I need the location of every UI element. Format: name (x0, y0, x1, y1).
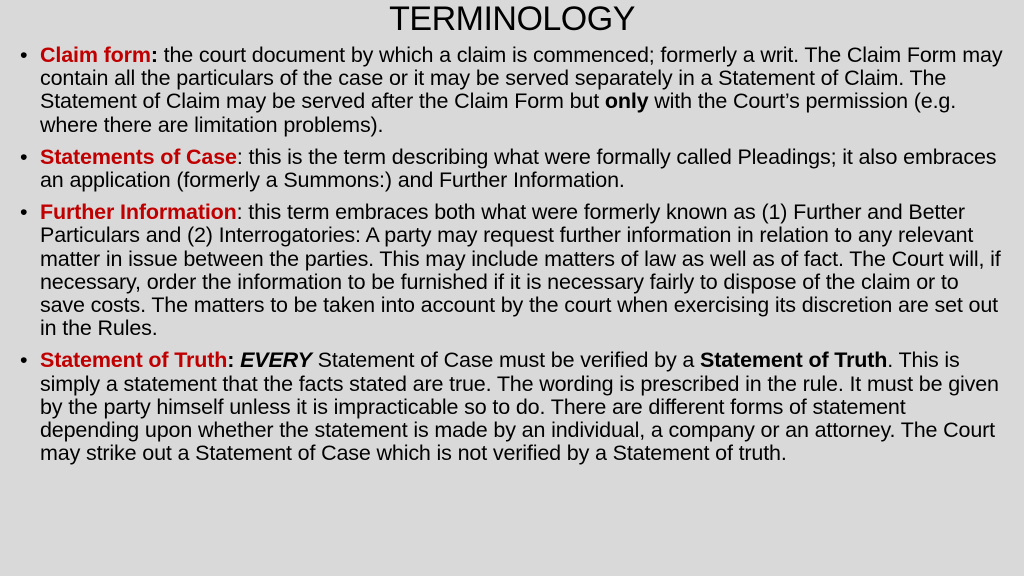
term-separator: : (150, 43, 164, 67)
definition-text: Statement of Case must be verified by a (311, 348, 701, 373)
list-item-claim-form (18, 44, 1008, 137)
term-separator: : (227, 348, 241, 373)
terminology-list (18, 44, 1008, 474)
slide-title: TERMINOLOGY (389, 0, 635, 38)
list-item-further-information (18, 201, 1008, 340)
bullet-icon: • (20, 43, 28, 67)
bullet-icon: • (20, 144, 28, 169)
definition-text: this term embraces both what were formerly known as (1) Further and Better Particulars and (2) Interrogatories: A party may request further information in relation to any relevant matter in issue between the parties. This may include matters of law as well as of fact. The Court will, if necessary, order the information to be furnished if it is necessary fairly to dispose of the claim or to save costs. The matters to be taken into account by the court when exercising its discretion are set out in the Rules. (40, 200, 1001, 341)
emphasis-statement-of-truth: Statement of Truth (700, 348, 888, 373)
definition-text: the court document by which a claim is commenced; formerly a writ. The Claim Form may contain all the particulars of the case or it may be served separately in a Statement of Claim. The Statement of Claim may be served after the Claim Form but (40, 43, 1003, 114)
term-further-information: Further Information (40, 200, 237, 225)
term-statements-of-case: Statements of Case (40, 144, 237, 169)
list-item-statement-of-truth (18, 349, 1008, 465)
definition-text-cont: . This is simply a statement that the facts stated are true. The wording is prescribed in the rule. It must be given by the party himself unless it is impracticable so to do. There are different forms of statement depending upon whether the statement is made by an individual, a company or an attorney. The Court may strike out a Statement of Case which is not verified by a Statement of truth. (40, 348, 999, 466)
term-claim-form: Claim form (40, 43, 151, 67)
term-separator: : (236, 144, 249, 169)
bullet-icon: • (20, 348, 28, 373)
bullet-icon: • (20, 200, 28, 225)
list-item-statements-of-case (18, 146, 1008, 192)
definition-text: this is the term describing what were formally called Pleadings; it also embraces an application (formerly a Summons:) and Further Information. (40, 144, 997, 193)
emphasis-every: EVERY (240, 348, 312, 373)
emphasis-only: only (604, 89, 649, 114)
definition-text-cont: with the Court’s permission (e.g. where there are limitation problems). (40, 89, 957, 137)
term-statement-of-truth: Statement of Truth (40, 348, 228, 373)
term-separator: : (236, 200, 249, 225)
